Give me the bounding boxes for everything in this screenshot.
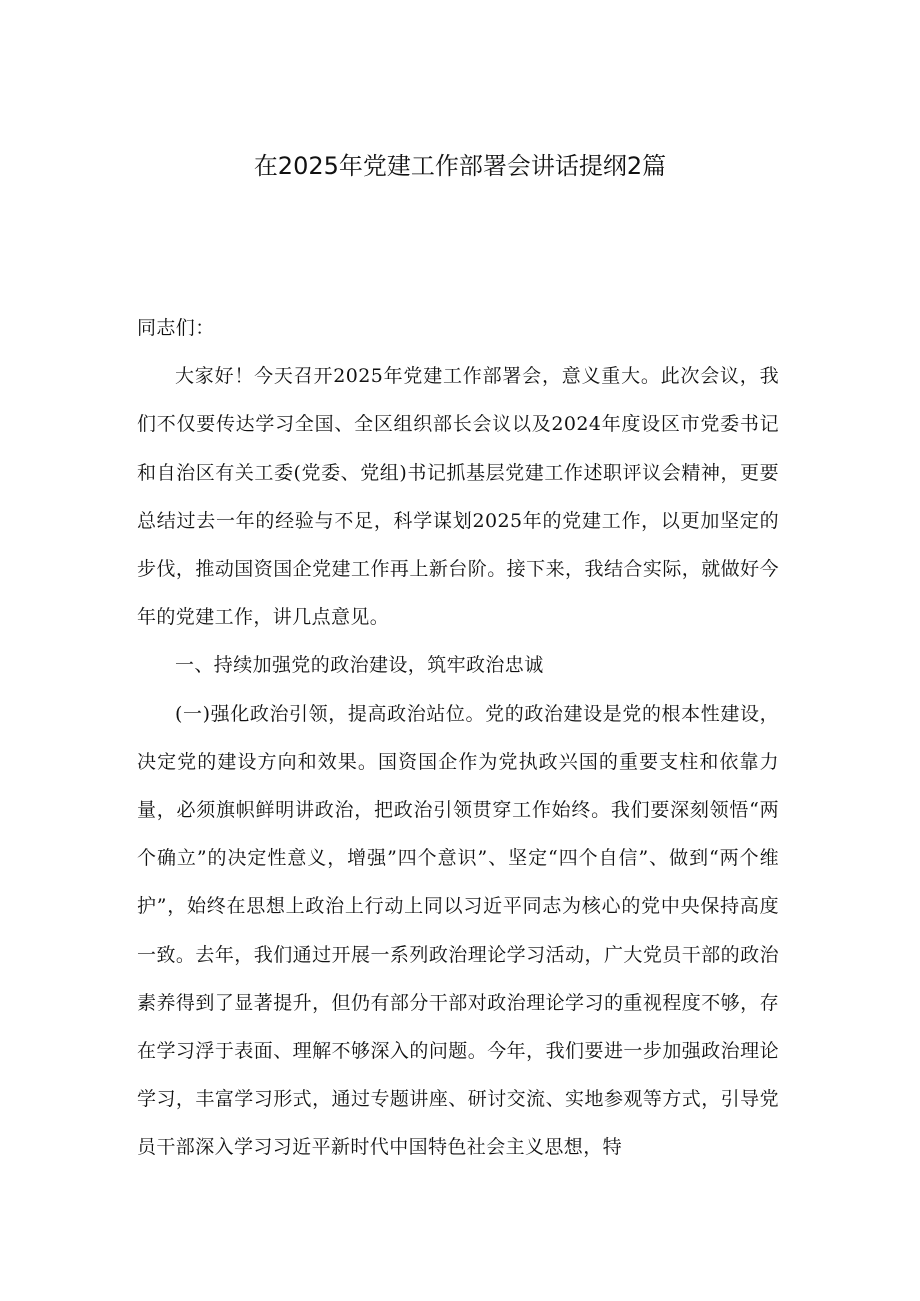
section-heading-1: 一、持续加强党的政治建设，筑牢政治忠诚 (175, 654, 544, 677)
document-title: 在2025年党建工作部署会讲话提纲2篇 (253, 152, 667, 180)
salutation: 同志们： (137, 317, 215, 339)
paragraph-opening: 大家好！今天召开2025年党建工作部署会，意义重大。此次会议，我们不仅要传达学习全国、全区组织部长会议以及2024年度设区市党委书记和自治区有关工委(党委、党组)书记抓基层党建工作述职评议会精神，更要总结过去一年的经验与不足，科学谋划2025年的党建工作，以更加坚定的步伐，推动国资国企党建工作再上新台阶。接下来，我结合实际，就做好今年的党建工作，讲几点意见。 (137, 365, 779, 629)
paragraph-subsection-1: (一)强化政治引领，提高政治站位。党的政治建设是党的根本性建设，决定党的建设方向和效果。国资国企作为党执政兴国的重要支柱和依靠力量，必须旗帜鲜明讲政治，把政治引领贯穿工作始终。我们要深刻领悟“两个确立”的决定性意义，增强”四个意识”、坚定“四个自信”、做到“两个维护”，始终在思想上政治上行动上同以习近平同志为核心的党中央保持高度一致。去年，我们通过开展一系列政治理论学习活动，广大党员干部的政治素养得到了显著提升，但仍有部分干部对政治理论学习的重视程度不够，存在学习浮于表面、理解不够深入的问题。今年，我们要进一步加强政治理论学习，丰富学习形式，通过专题讲座、研讨交流、实地参观等方式，引导党员干部深入学习习近平新时代中国特色社会主义思想，特 (137, 702, 779, 1159)
document-body (137, 304, 779, 1172)
